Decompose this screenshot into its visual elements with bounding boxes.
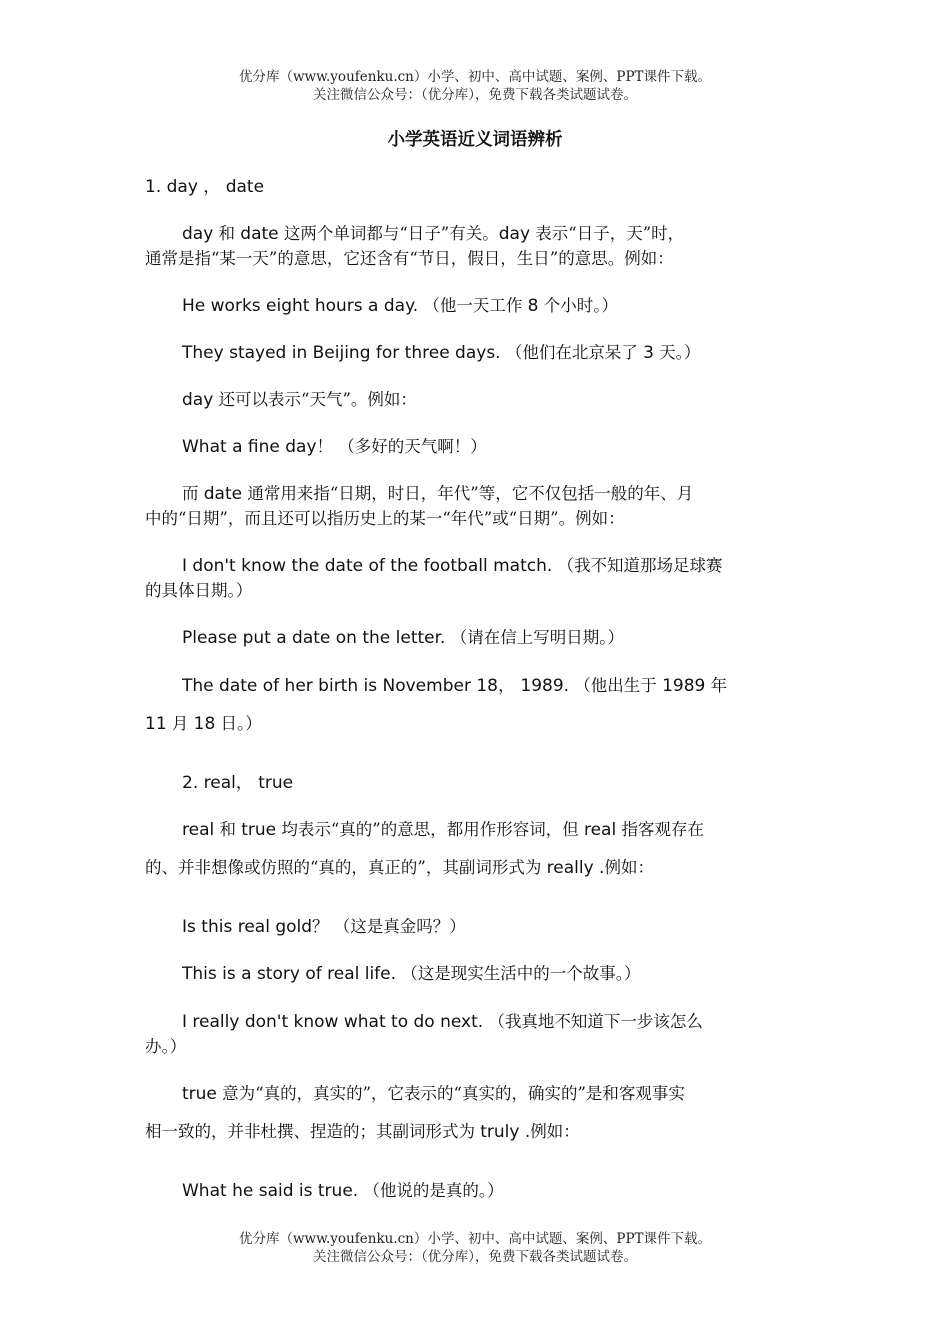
example-sentence: He works eight hours a day. （他一天工作 8 个小时。） <box>182 296 618 316</box>
date-explanation-line-2: 中的“日期”，而且还可以指历史上的某一“年代”或“日期”。例如： <box>145 509 625 528</box>
footer-line-1: 优分库（www.youfenku.cn）小学、初中、高中试题、案例、PPT课件下载。 <box>238 1231 712 1247</box>
example-sentence: Is this real gold？ （这是真金吗？） <box>182 917 466 937</box>
page-footer <box>0 1230 950 1266</box>
footer-line-2: 关注微信公众号：（优分库），免费下载各类试题试卷。 <box>313 1249 637 1265</box>
true-explanation-line-1: true 意为“真的，真实的”，它表示的“真实的，确实的”是和客观事实 <box>182 1084 685 1104</box>
header-line-2: 关注微信公众号：（优分库），免费下载各类试题试卷。 <box>313 87 637 103</box>
section-2-heading: 2. real， true <box>182 773 294 793</box>
example-sentence: What he said is true. （他说的是真的。） <box>182 1181 504 1201</box>
example-sentence-continuation: 的具体日期。） <box>145 581 253 600</box>
example-sentence: They stayed in Beijing for three days. （他们在北京呆了 3 天。） <box>182 343 701 363</box>
example-sentence: I really don't know what to do next. （我真地不知道下一步该怎么 <box>182 1012 703 1032</box>
example-sentence-continuation: 办。） <box>145 1037 187 1056</box>
real-explanation-line-2: 的、并非想像或仿照的“真的，真正的”，其副词形式为 really .例如： <box>145 858 654 878</box>
header-line-1: 优分库（www.youfenku.cn）小学、初中、高中试题、案例、PPT课件下载。 <box>238 69 712 85</box>
example-sentence: This is a story of real life. （这是现实生活中的一个故事。） <box>182 964 641 984</box>
section-1-intro-line-1: day 和 date 这两个单词都与“日子”有关。day 表示“日子，天”时， <box>182 224 685 244</box>
date-explanation-line-1: 而 date 通常用来指“日期，时日，年代”等，它不仅包括一般的年、月 <box>182 484 694 504</box>
true-explanation-line-2: 相一致的，并非杜撰、捏造的；其副词形式为 truly .例如： <box>145 1122 580 1142</box>
example-sentence-continuation: 11 月 18 日。） <box>145 714 262 734</box>
weather-meaning-note: day 还可以表示“天气”。例如： <box>182 390 417 410</box>
section-1-intro-line-2: 通常是指“某一天”的意思，它还含有“节日，假日，生日”的意思。例如： <box>145 249 674 268</box>
real-explanation-line-1: real 和 true 均表示“真的”的意思，都用作形容词，但 real 指客观存在 <box>182 820 704 840</box>
example-sentence: What a fine day！ （多好的天气啊！） <box>182 437 487 457</box>
document-title: 小学英语近义词语辨析 <box>387 130 563 150</box>
example-sentence: I don't know the date of the football match. （我不知道那场足球赛 <box>182 556 723 576</box>
example-sentence: The date of her birth is November 18， 1989. （他出生于 1989 年 <box>182 676 728 696</box>
section-1-heading: 1. day ， date <box>145 177 265 197</box>
example-sentence: Please put a date on the letter. （请在信上写明日期。） <box>182 628 624 648</box>
page-header <box>0 68 950 104</box>
